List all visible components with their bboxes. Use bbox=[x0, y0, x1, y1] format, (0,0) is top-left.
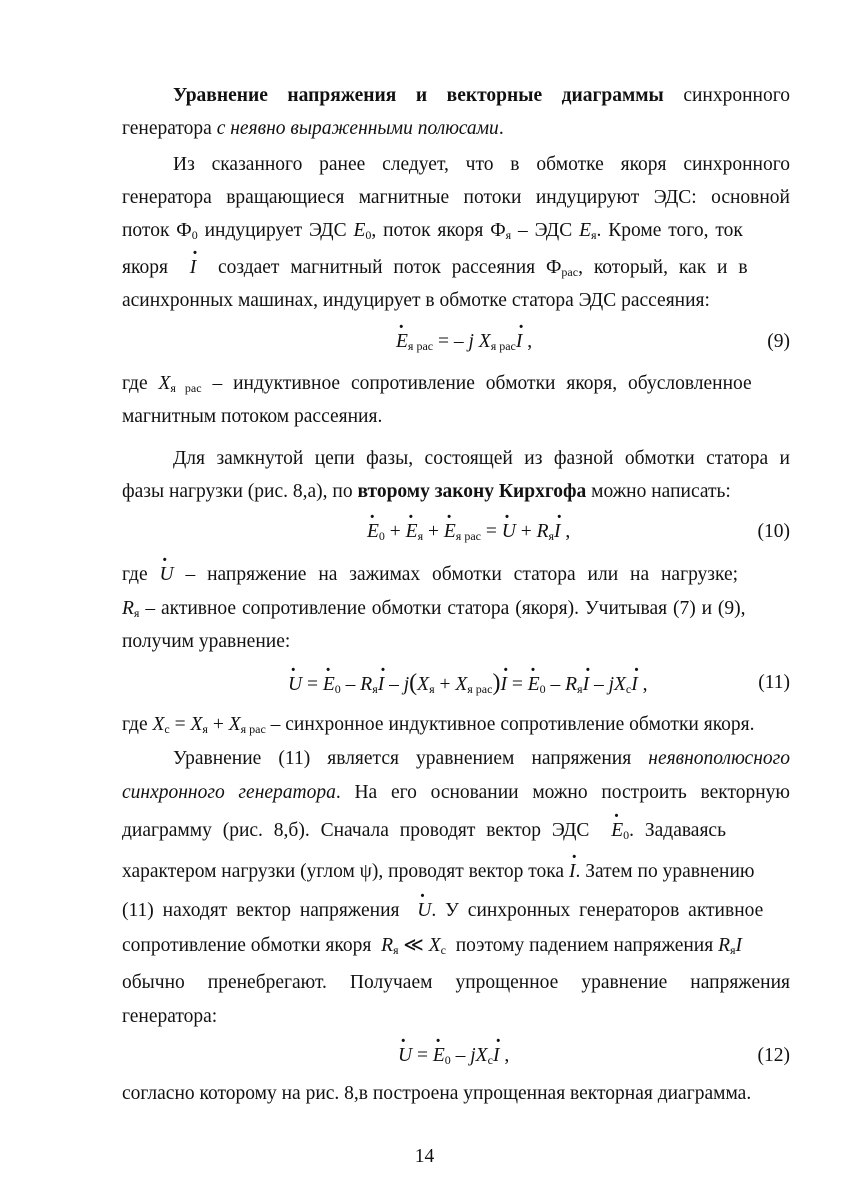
equation-11: · U = · $E_0 - R_я\cdot I - j(X_я + X_{я рас})\cdot I$ = · $E_0 - R_я\cdot I - jX_с\cdot I$ , bbox=[288, 671, 647, 701]
paragraph-line: (11) находят вектор напряжения · U. У синхронных генераторов активное bbox=[122, 899, 790, 923]
paragraph-line: генератора вращающиеся магнитные потоки индуцируют ЭДС: основной bbox=[122, 187, 790, 208]
paragraph-line: поток $Ф_0$ индуцирует ЭДС $E_0$, поток якоря $Ф_я$ – ЭДС $E_я$. Кроме того, ток bbox=[122, 220, 743, 242]
section-heading-line-1: Уравнение напряжения и векторные диаграммы синхронного bbox=[173, 85, 791, 106]
paragraph-line: $R_я$ – активное сопротивление обмотки статора (якоря). Учитывая (7) и (9), bbox=[122, 598, 746, 620]
paragraph-line: сопротивление обмотки якоря $R_я$ ≪ $X_с$ поэтому падением напряжения $R_яI$ bbox=[122, 935, 743, 957]
paragraph-line: согласно которому на рис. 8,в построена упрощенная векторная диаграмма. bbox=[122, 1083, 752, 1104]
section-heading-bold: Уравнение напряжения и векторные диаграммы bbox=[173, 85, 664, 106]
paragraph-line: где $X_{я рас}$ – индуктивное сопротивление обмотки якоря, обусловленное bbox=[122, 373, 752, 395]
equation-12: · U = · $E_0 - jX_с\cdot I$ , bbox=[398, 1044, 509, 1072]
paragraph-line: где $X_с = X_я + X_{я рас}$ – синхронное индуктивное сопротивление обмотки якоря. bbox=[122, 714, 755, 736]
paragraph-line: Из сказанного ранее следует, что в обмотке якоря синхронного bbox=[173, 154, 790, 175]
paragraph-line: обычно пренебрегают. Получаем упрощенное уравнение напряжения bbox=[122, 972, 790, 993]
section-heading-line-2: генератора с неявно выраженными полюсами. bbox=[122, 118, 504, 139]
equation-number: (10) bbox=[757, 521, 790, 542]
paragraph-line: получим уравнение: bbox=[122, 631, 291, 652]
paragraph-line: якоря · I создает магнитный поток рассеяния $Ф_{рас}$, который, как и в bbox=[122, 256, 790, 284]
paragraph-line: где · U – напряжение на зажимах обмотки статора или на нагрузке; bbox=[122, 563, 790, 587]
paragraph-line: магнитным потоком рассеяния. bbox=[122, 406, 383, 427]
paragraph-line: Уравнение (11) является уравнением напряжения неявнополюсного bbox=[173, 748, 790, 769]
equation-number: (12) bbox=[757, 1045, 790, 1066]
paragraph-line: характером нагрузки (углом ψ), проводят вектор тока · I. Затем по уравнению bbox=[122, 860, 790, 884]
paragraph-line: асинхронных машинах, индуцирует в обмотке статора ЭДС рассеяния: bbox=[122, 290, 710, 311]
paragraph-line: фазы нагрузки (рис. 8,а), по второму закону Кирхгофа можно написать: bbox=[122, 481, 731, 502]
paragraph-line: синхронного генератора. На его основании можно построить векторную bbox=[122, 782, 790, 803]
page-number: 14 bbox=[414, 1146, 435, 1167]
paragraph-line: Для замкнутой цепи фазы, состоящей из фазной обмотки статора и bbox=[173, 448, 790, 469]
equation-9: · $E_{я рас}$ = – j $X_{я рас}\cdot I$ , bbox=[396, 330, 532, 358]
paragraph-line: диаграмму (рис. 8,б). Сначала проводят вектор ЭДС · $E_0$. Задаваясь bbox=[122, 819, 790, 847]
equation-number: (11) bbox=[758, 672, 790, 693]
equation-number: (9) bbox=[767, 331, 790, 352]
equation-10: · $E_0$ + · $E_я$ + · $E_{я рас}$ = · $U + R_я\cdot I$ , bbox=[367, 520, 570, 548]
paragraph-line: генератора: bbox=[122, 1006, 218, 1027]
